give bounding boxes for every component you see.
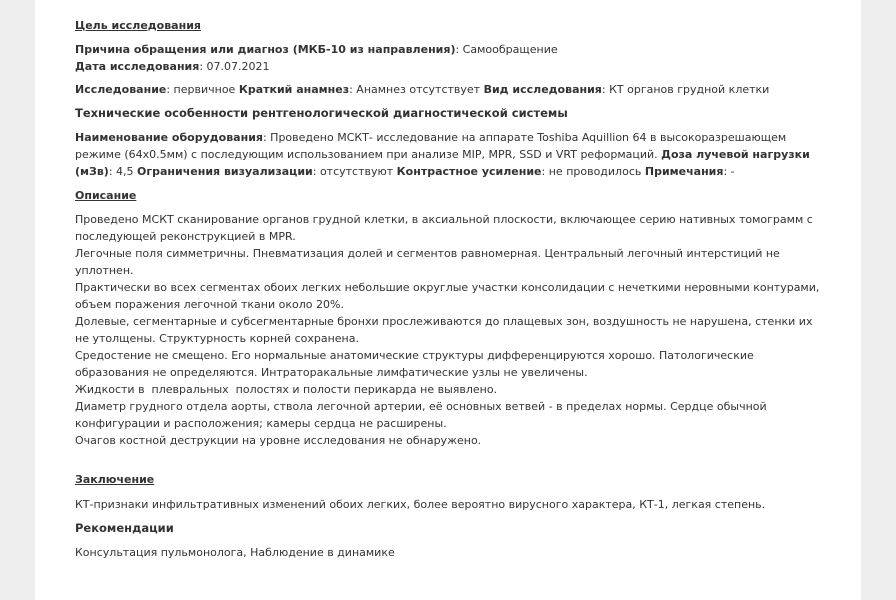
referral-block bbox=[75, 41, 558, 75]
technical-heading: Технические особенности рентгенологической диагностической системы bbox=[75, 106, 568, 120]
notes-label: Примечания bbox=[644, 165, 724, 178]
description-line: Проведено МСКТ сканирование органов грудной клетки, в аксиальной плоскости, включающее серию нативных томограмм с последующей реконструкцией в MPR. bbox=[75, 213, 813, 243]
equipment-label: Наименование оборудования bbox=[75, 131, 263, 144]
description-line: Очагов костной деструкции на уровне исследования не обнаружено. bbox=[75, 434, 482, 447]
description-line: Диаметр грудного отдела аорты, ствола легочной артерии, её основных ветвей - в пределах нормы. Сердце обычной конфигурации и расположения; камеры сердца не расширены. bbox=[75, 400, 767, 430]
limits-value: : отсутствуют bbox=[312, 165, 397, 178]
recommendations-heading: Рекомендации bbox=[75, 521, 174, 535]
description-line: Легочные поля симметричны. Пневматизация долей и сегментов равномерная. Центральный легочный интерстиций не уплотнен. bbox=[75, 247, 780, 277]
anamnesis-value: : Анамнез отсутствует bbox=[349, 83, 484, 96]
recommendations-text: Консультация пульмонолога, Наблюдение в динамике bbox=[75, 546, 395, 559]
study-goal-heading-text: Цель исследования bbox=[75, 19, 201, 32]
exam-type-label: Исследование bbox=[75, 83, 167, 96]
description-line: Практически во всех сегментах обоих легких небольшие округлые участки консолидации с нечеткими неровными контурами, объем поражения легочной ткани около 20%. bbox=[75, 281, 820, 311]
study-goal-heading bbox=[75, 17, 201, 34]
exam-kind-label: Вид исследования bbox=[483, 83, 602, 96]
contrast-label: Контрастное усиление bbox=[396, 165, 542, 178]
conclusion-text: КТ-признаки инфильтративных изменений обоих легких, более вероятно вирусного характера, КТ-1, легкая степень. bbox=[75, 498, 766, 511]
contrast-value: : не проводилось bbox=[541, 165, 645, 178]
exam-kind-value: : КТ органов грудной клетки bbox=[601, 83, 770, 96]
referral-reason-line bbox=[75, 41, 558, 58]
description-line: Жидкости в плевральных полостях и полости перикарда не выявлено. bbox=[75, 383, 498, 396]
limits-label: Ограничения визуализации bbox=[137, 165, 313, 178]
report-page bbox=[35, 0, 861, 600]
conclusion-heading bbox=[75, 471, 154, 488]
description-line: Средостение не смещено. Его нормальные анатомические структуры дифференцируются хорошо. Патологические образования не определяются. Интраторакальные лимфатические узлы не увеличены. bbox=[75, 349, 754, 379]
technical-block bbox=[75, 129, 823, 180]
referral-reason-value: : Самообращение bbox=[455, 43, 558, 56]
description-heading-text: Описание bbox=[75, 189, 137, 202]
referral-reason-label: Причина обращения или диагноз (МКБ-10 из направления) bbox=[75, 43, 456, 56]
notes-value: : - bbox=[723, 165, 735, 178]
dose-label: Доза лучевой нагрузки (мЗв) bbox=[75, 148, 810, 178]
exam-type-value: : первичное bbox=[166, 83, 239, 96]
description-line: Долевые, сегментарные и субсегментарные бронхи прослеживаются до плащевых зон, воздушность не нарушена, стенки их не утолщены. Структурность корней сохранена. bbox=[75, 315, 813, 345]
study-date-label: Дата исследования bbox=[75, 60, 200, 73]
conclusion-heading-text: Заключение bbox=[75, 473, 155, 486]
description-heading bbox=[75, 187, 136, 204]
description-block bbox=[75, 211, 823, 449]
study-date-value: : 07.07.2021 bbox=[199, 60, 270, 73]
anamnesis-label: Краткий анамнез bbox=[238, 83, 350, 96]
dose-value: : 4,5 bbox=[108, 165, 138, 178]
study-date-line bbox=[75, 58, 558, 75]
equipment-value: : Проведено МСКТ- исследование на аппарате Toshiba Aquillion 64 в высокоразрешающем режиме (64х0.5мм) с последующим использованием при анализе MIP, MPR, SSD и VRT реформаций. bbox=[75, 131, 787, 161]
exam-line bbox=[75, 81, 769, 98]
